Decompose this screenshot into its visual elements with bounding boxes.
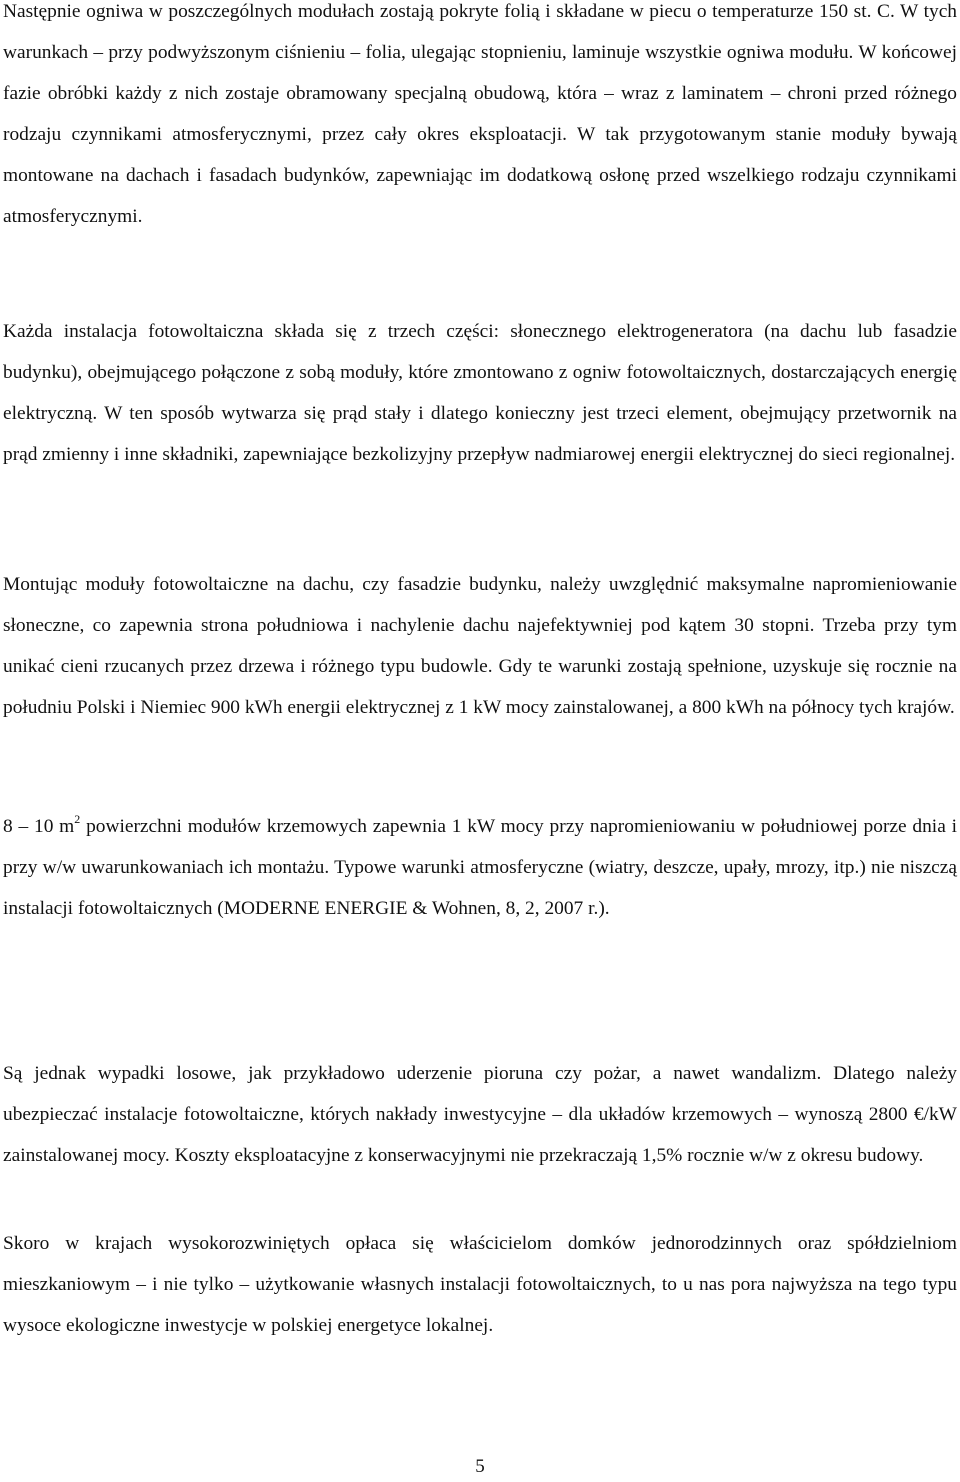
paragraph-insurance-costs: Są jednak wypadki losowe, jak przykładowo uderzenie pioruna czy pożar, a nawet wandalizm. Dlatego należy ubezpieczać instalacje fotowoltaiczne, których nakłady inwestycyjne – dla układów krzemowych – wynoszą 2800 €/kW zainstalowanej mocy. Koszty eksploatacyjne z konserwacyjnymi nie przekraczają 1,5% rocznie w/w z okresu budowy.: [3, 1063, 957, 1166]
paragraph-module-area-rest: powierzchni modułów krzemowych zapewnia 1 kW mocy przy napromieniowaniu w południowej porze dnia i przy w/w uwarunkowaniach ich montażu. Typowe warunki atmosferyczne (wiatry, deszcze, upały, mrozy, itp.) nie niszczą instalacji fotowoltaicznych (MODERNE ENERGIE & Wohnen, 8, 2, 2007 r.).: [3, 816, 957, 919]
paragraph-installation-components: Każda instalacja fotowoltaiczna składa się z trzech części: słonecznego elektrogeneratora (na dachu lub fasadzie budynku), obejmującego połączone z sobą moduły, które zmontowano z ogniw fotowoltaicznych, dostarczających energię elektryczną. W ten sposób wytwarza się prąd stały i dlatego konieczny jest trzeci element, obejmujący przetwornik na prąd zmienny i inne składniki, zapewniające bezkolizyjny przepływ nadmiarowej energii elektrycznej do sieci regionalnej.: [3, 321, 957, 465]
paragraph-local-energy-investment: Skoro w krajach wysokorozwiniętych opłaca się właścicielom domków jednorodzinnych oraz spółdzielniom mieszkaniowym – i nie tylko – użytkowanie własnych instalacji fotowoltaicznych, to u nas pora najwyższa na tego typu wysoce ekologiczne inwestycje w polskiej energetyce lokalnej.: [3, 1233, 957, 1336]
paragraph-module-area-start: 8 – 10 m: [3, 816, 75, 837]
superscript-two: 2: [74, 812, 81, 826]
paragraph-mounting-orientation: Montując moduły fotowoltaiczne na dachu, czy fasadzie budynku, należy uwzględnić maksymalne napromieniowanie słoneczne, co zapewnia strona południowa i nachylenie dachu najefektywniej pod kątem 30 stopni. Trzeba przy tym unikać cieni rzucanych przez drzewa i różnego typu budowle. Gdy te warunki zostają spełnione, uzyskuje się rocznie na południu Polski i Niemiec 900 kWh energii elektrycznej z 1 kW mocy zainstalowanej, a 800 kWh na północy tych krajów.: [3, 574, 957, 718]
page-number: 5: [475, 1456, 485, 1477]
paragraph-module-lamination: Następnie ogniwa w poszczególnych modułach zostają pokryte folią i składane w piecu o temperaturze 150 st. C. W tych warunkach – przy podwyższonym ciśnieniu – folia, ulegając stopnieniu, laminuje wszystkie ogniwa modułu. W końcowej fazie obróbki każdy z nich zostaje obramowany specjalną obudową, która – wraz z laminatem – chroni przed różnego rodzaju czynnikami atmosferycznymi, przez cały okres eksploatacji. W tak przygotowanym stanie moduły bywają montowane na dachach i fasadach budynków, zapewniając im dodatkową osłonę przed wszelkiego rodzaju czynnikami atmosferycznymi.: [3, 1, 957, 227]
paragraph-module-area: [3, 806, 957, 929]
